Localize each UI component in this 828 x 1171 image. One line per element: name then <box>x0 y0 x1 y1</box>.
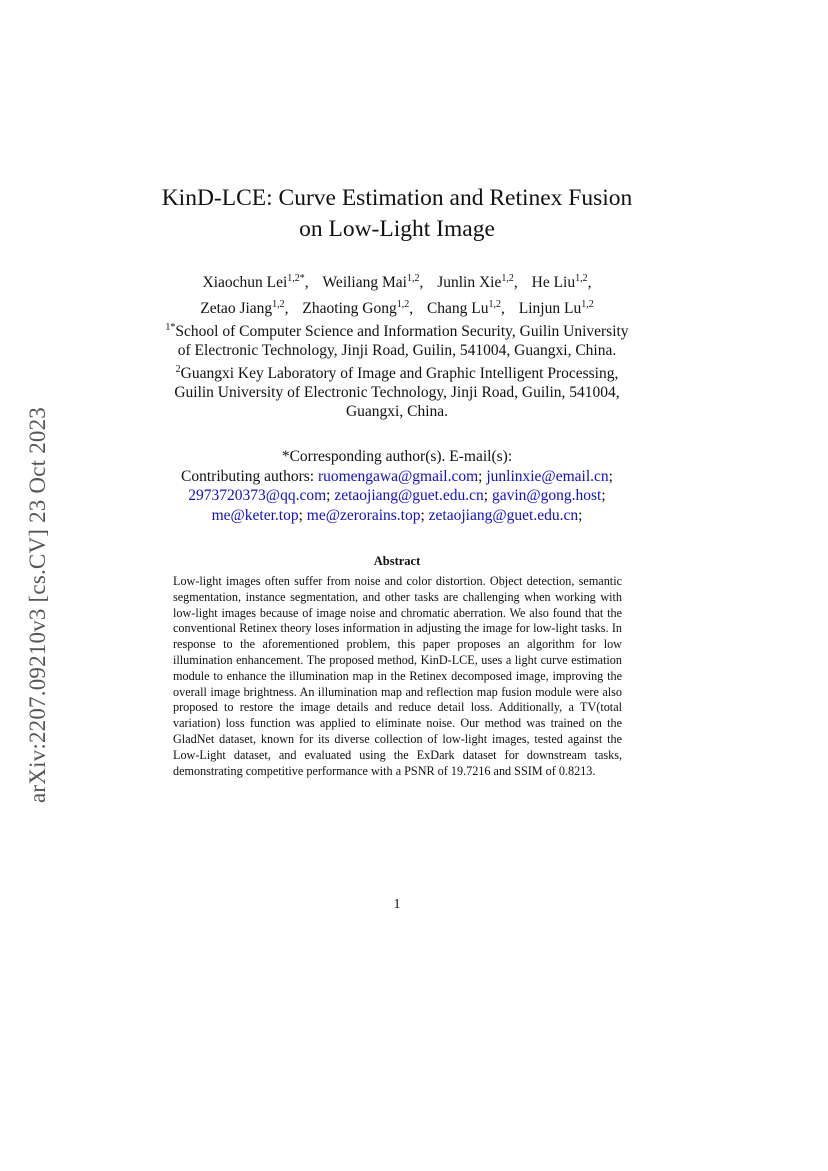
author: Zhaoting Gong$^{1,2}$, <box>302 299 414 318</box>
abstract-heading: Abstract <box>373 554 421 568</box>
email-link[interactable]: me@keter.top <box>211 506 299 524</box>
title-line-1: KinD-LCE: Curve Estimation and Retinex Fusion <box>161 185 633 211</box>
arxiv-identifier: arXiv:2207.09210v3 [cs.CV] 23 Oct 2023 <box>25 407 50 803</box>
contact-info <box>100 447 694 525</box>
email-link[interactable]: zetaojiang@guet.edu.cn <box>428 506 579 524</box>
email-link[interactable]: junlinxie@email.cn <box>486 467 609 485</box>
author: Weiliang Mai$^{1,2}$, <box>322 273 424 292</box>
email-link[interactable]: 2973720373@qq.com <box>188 487 327 504</box>
email-line-2: 2973720373@qq.com; zetaojiang@guet.edu.cn; gavin@gong.host; <box>188 487 606 504</box>
email-link[interactable]: zetaojiang@guet.edu.cn <box>334 487 484 504</box>
arxiv-sidebar-stamp <box>18 360 58 850</box>
email-line-1: Contributing authors: ruomengawa@gmail.com; junlinxie@email.cn; <box>181 467 613 485</box>
affiliations <box>100 318 694 421</box>
email-link[interactable]: gavin@gong.host <box>491 487 602 504</box>
affiliation-1-line-1: $^{1*}$School of Computer Science and Information Security, Guilin University <box>165 322 629 341</box>
author: Linjun Lu$^{1,2}$ <box>518 299 594 318</box>
author: He Liu$^{1,2}$, <box>531 273 592 292</box>
authors-line-2 <box>100 294 694 320</box>
author: Xiaochun Lei$^{1,2*}$, <box>202 273 309 292</box>
affiliation-1-line-2: of Electronic Technology, Jinji Road, Guilin, 541004, Guangxi, China. <box>177 342 617 360</box>
affiliation-2-line-2: Guilin University of Electronic Technology, Jinji Road, Guilin, 541004, <box>174 384 620 402</box>
paper-title <box>100 183 694 245</box>
email-link[interactable]: ruomengawa@gmail.com <box>317 467 479 485</box>
author: Zetao Jiang$^{1,2}$, <box>200 299 289 318</box>
author: Chang Lu$^{1,2}$, <box>426 299 505 318</box>
corresponding-author-note: *Corresponding author(s). E-mail(s): <box>281 448 513 465</box>
email-line-3: me@keter.top; me@zerorains.top; zetaojiang@guet.edu.cn; <box>211 506 583 524</box>
author-list <box>100 268 694 320</box>
title-line-2: on Low-Light Image <box>299 216 495 242</box>
contributing-authors-label: Contributing authors: <box>181 467 315 485</box>
authors-line-1 <box>100 268 694 294</box>
abstract-body: Low-light images often suffer from noise and color distortion. Object detection, semantic segmentation, instance segmentation, and other tasks are challenging when working with low-light images because of image noise and chromatic aberration. We also found that the conventional Retinex theory loses information in adjusting the image for low-light tasks. In response to the aforementioned problem, this paper proposes an algorithm for low illumination enhancement. The proposed method, KinD-LCE, uses a light curve estimation module to enhance the illumination map in the Retinex decomposed image, improving the overall image brightness. An illumination map and reflection map fusion module were also proposed to restore the image details and reduce detail loss. Additionally, a TV(total variation) loss function was applied to eliminate noise. Our method was trained on the GladNet dataset, known for its diverse collection of low-light images, tested against the Low-Light dataset, and evaluated using the ExDark dataset for downstream tasks, demonstrating competitive performance with a PSNR of 19.7216 and SSIM of 0.8213. <box>173 574 622 778</box>
page-number: 1 <box>393 897 401 912</box>
affiliation-2-line-1: $^2$Guangxi Key Laboratory of Image and Graphic Intelligent Processing, <box>175 364 619 383</box>
email-link[interactable]: me@zerorains.top <box>306 506 421 524</box>
author: Junlin Xie$^{1,2}$, <box>437 273 518 292</box>
affiliation-2-line-3: Guangxi, China. <box>345 403 449 421</box>
